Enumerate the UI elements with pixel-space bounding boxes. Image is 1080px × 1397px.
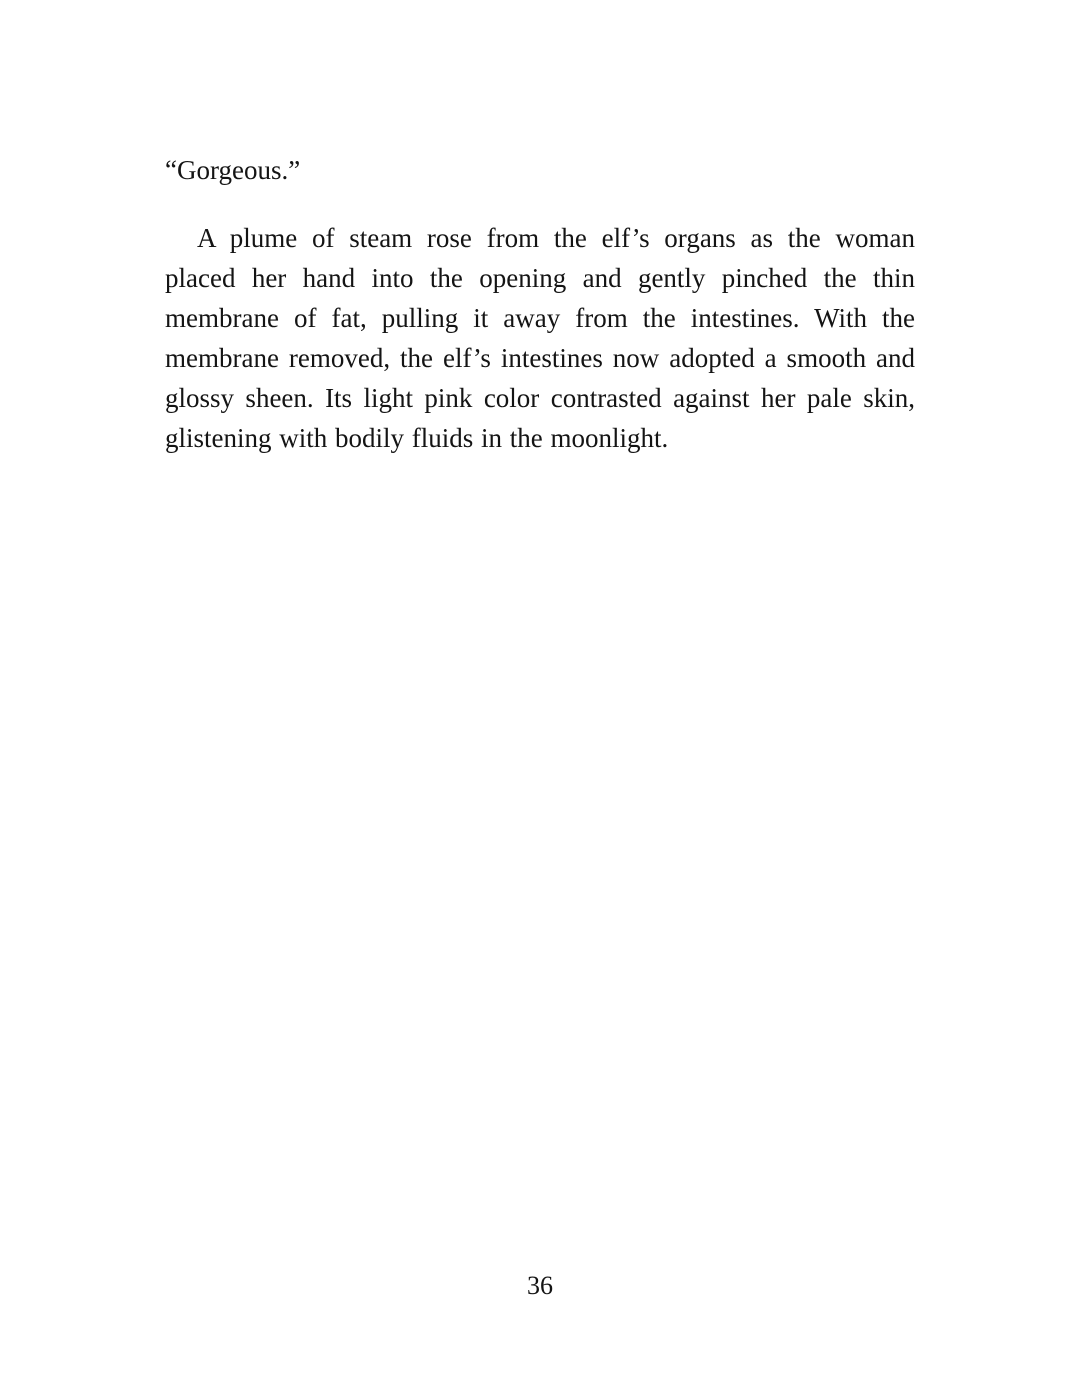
body-paragraph: A plume of steam rose from the elf’s organs as the woman placed her hand into the opening and gently pinched the thin membrane of fat, pulling it away from the intestines. With the membrane removed, the elf’s intestines now adopted a smooth and glossy sheen. Its light pink color contrasted against her pale skin, glistening with bodily fluids in the moonlight. [165, 223, 915, 453]
page-number: 36 [527, 1271, 553, 1300]
page-text-block [165, 150, 915, 458]
dialogue-line: “Gorgeous.” [165, 155, 301, 185]
